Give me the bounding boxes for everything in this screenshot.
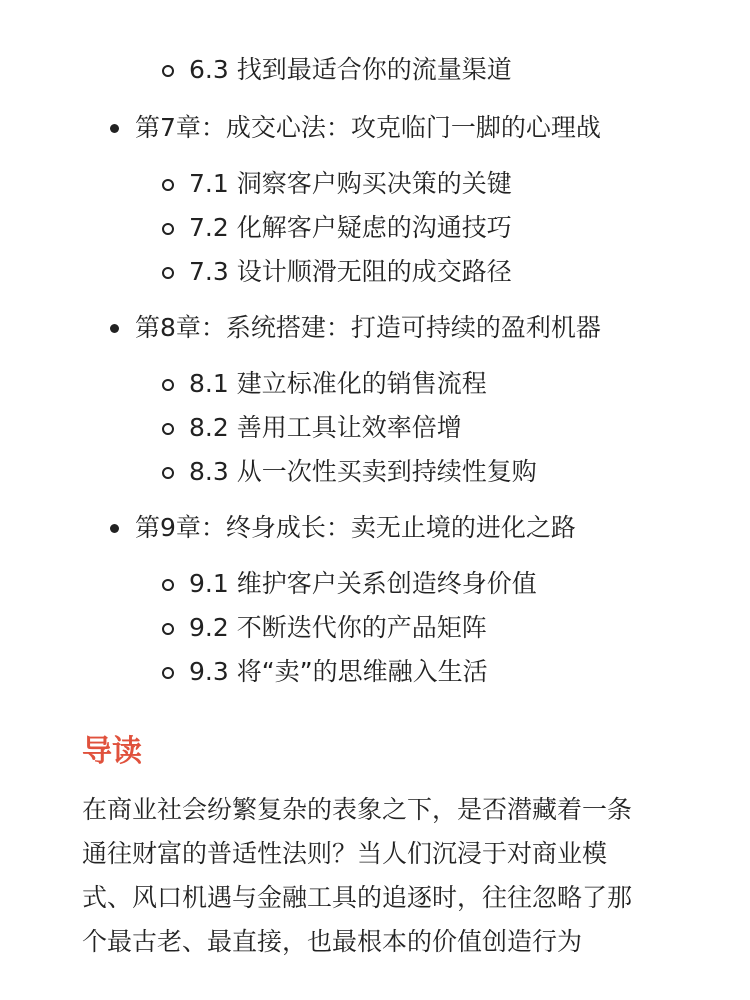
toc-subitem-label: 8.2 善用工具让效率倍增: [189, 413, 462, 442]
hollow-circle-bullet-icon: [162, 379, 174, 391]
filled-circle-bullet-icon: [110, 124, 119, 133]
hollow-circle-bullet-icon: [162, 579, 174, 591]
intro-line: 通往财富的普适性法则？当人们沉浸于对商业模: [82, 839, 608, 868]
toc-subitem-label: 7.2 化解客户疑虑的沟通技巧: [189, 213, 512, 242]
toc-subitem-8-3: [0, 450, 750, 494]
toc-subitem-label: 9.1 维护客户关系创造终身价值: [189, 569, 537, 598]
hollow-circle-bullet-icon: [162, 65, 174, 77]
toc-subitem-label: 9.2 不断迭代你的产品矩阵: [189, 613, 487, 642]
hollow-circle-bullet-icon: [162, 667, 174, 679]
toc-subitem-label: 8.1 建立标准化的销售流程: [189, 369, 487, 398]
toc-subitem-7-2: [0, 206, 750, 250]
filled-circle-bullet-icon: [110, 524, 119, 533]
toc-subitem-6-3: [0, 48, 750, 92]
toc-chapter-title: 第8章：系统搭建：打造可持续的盈利机器: [135, 313, 601, 342]
toc-subitem-label: 6.3 找到最适合你的流量渠道: [189, 55, 512, 84]
toc-chapter-title: 第9章：终身成长：卖无止境的进化之路: [135, 513, 576, 542]
hollow-circle-bullet-icon: [162, 179, 174, 191]
hollow-circle-bullet-icon: [162, 223, 174, 235]
toc-chapter-7: [0, 106, 750, 150]
toc-sublist-8: [0, 362, 750, 494]
toc-subitem-label: 7.3 设计顺滑无阻的成交路径: [189, 257, 512, 286]
toc-chapter-8: [0, 306, 750, 350]
toc-subitem-8-1: [0, 362, 750, 406]
filled-circle-bullet-icon: [110, 324, 119, 333]
toc-subitem-7-3: [0, 250, 750, 294]
hollow-circle-bullet-icon: [162, 467, 174, 479]
section-heading-intro: 导读: [82, 734, 142, 769]
toc-sublist-7: [0, 162, 750, 294]
toc-subitem-label: 8.3 从一次性买卖到持续性复购: [189, 457, 537, 486]
toc-subitem-label: 7.1 洞察客户购买决策的关键: [189, 169, 512, 198]
toc-subitem-9-3: [0, 650, 750, 694]
toc-subitem-9-1: [0, 562, 750, 606]
toc-subitem-9-2: [0, 606, 750, 650]
intro-line: 式、风口机遇与金融工具的追逐时，往往忽略了那: [82, 883, 633, 912]
hollow-circle-bullet-icon: [162, 267, 174, 279]
hollow-circle-bullet-icon: [162, 423, 174, 435]
toc-subitem-8-2: [0, 406, 750, 450]
intro-paragraph: [82, 788, 672, 964]
toc-sublist-9: [0, 562, 750, 694]
toc-chapter-9: [0, 506, 750, 550]
toc-subitem-label: 9.3 将“卖”的思维融入生活: [189, 657, 488, 686]
hollow-circle-bullet-icon: [162, 623, 174, 635]
toc-chapter-title: 第7章：成交心法：攻克临门一脚的心理战: [135, 113, 601, 142]
intro-line: 在商业社会纷繁复杂的表象之下，是否潜藏着一条: [82, 795, 633, 824]
intro-line: 个最古老、最直接，也最根本的价值创造行为: [82, 927, 583, 956]
toc-subitem-7-1: [0, 162, 750, 206]
table-of-contents: [0, 48, 750, 694]
